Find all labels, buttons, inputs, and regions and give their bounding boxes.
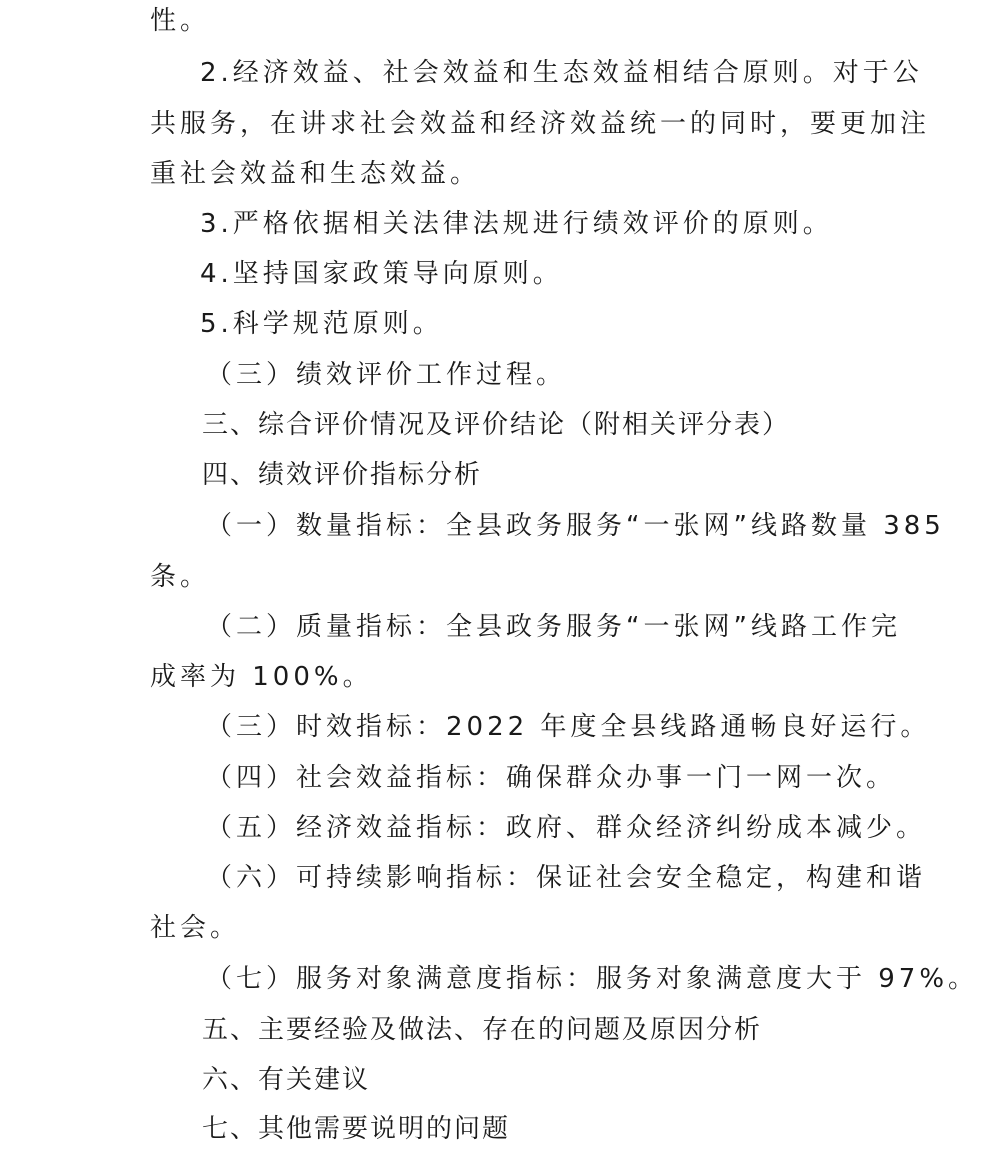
indicator-quality-line-2: 成率为 100%。: [150, 662, 373, 692]
indicator-quantity-line-2: 条。: [150, 562, 211, 592]
subsection-evaluation-process: （三）绩效评价工作过程。: [206, 360, 567, 390]
principle-2-line-1: 2.经济效益、社会效益和生态效益相结合原则。对于公: [200, 58, 923, 88]
section-heading-5: 五、主要经验及做法、存在的问题及原因分析: [202, 1015, 763, 1045]
principle-5: 5.科学规范原则。: [200, 309, 443, 339]
indicator-timeliness: （三）时效指标：2022 年度全县线路通畅良好运行。: [206, 712, 931, 742]
indicator-satisfaction: （七）服务对象满意度指标：服务对象满意度大于 97%。: [206, 964, 979, 994]
indicator-social-benefit: （四）社会效益指标：确保群众办事一门一网一次。: [206, 763, 897, 793]
section-heading-6: 六、有关建议: [202, 1065, 371, 1095]
paragraph-line-continuation: 性。: [150, 6, 211, 36]
indicator-sustainability-line-1: （六）可持续影响指标：保证社会安全稳定，构建和谐: [206, 863, 927, 893]
principle-4: 4.坚持国家政策导向原则。: [200, 259, 563, 289]
section-heading-3: 三、综合评价情况及评价结论（附相关评分表）: [202, 410, 791, 440]
principle-2-line-3: 重社会效益和生态效益。: [150, 159, 481, 189]
indicator-quantity-line-1: （一）数量指标：全县政务服务“一张网”线路数量 385: [206, 511, 945, 541]
principle-2-line-2: 共服务，在讲求社会效益和经济效益统一的同时，要更加注: [150, 109, 931, 139]
section-heading-4: 四、绩效评价指标分析: [202, 460, 483, 490]
indicator-quality-line-1: （二）质量指标：全县政务服务“一张网”线路工作完: [206, 612, 901, 642]
indicator-economic-benefit: （五）经济效益指标：政府、群众经济纠纷成本减少。: [206, 813, 927, 843]
section-heading-7: 七、其他需要说明的问题: [202, 1114, 511, 1144]
indicator-sustainability-line-2: 社会。: [150, 913, 241, 943]
principle-3: 3.严格依据相关法律法规进行绩效评价的原则。: [200, 209, 833, 239]
